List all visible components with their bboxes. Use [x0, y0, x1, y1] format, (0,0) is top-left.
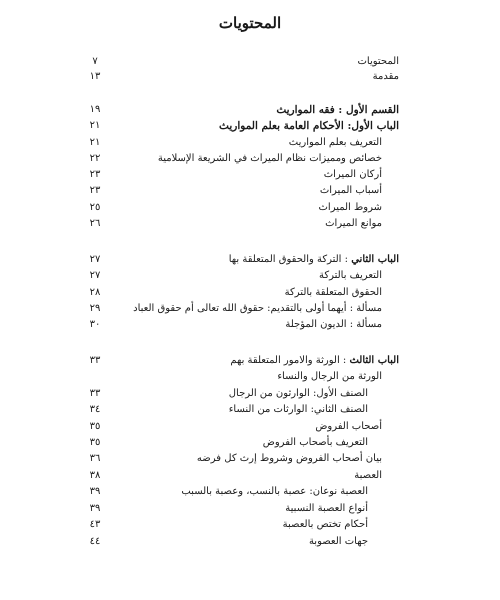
toc-entry-title: أصحاب الفروض: [315, 421, 382, 432]
toc-entry: [0, 301, 500, 317]
toc-entry: [0, 517, 500, 533]
toc-entry-title: أركان الميراث: [323, 169, 382, 180]
toc-chapter-title: [230, 353, 399, 369]
toc-chapter-subtitle: : الورثة والامور المتعلقة بهم: [230, 355, 347, 366]
toc-entry: [0, 353, 500, 369]
toc-entry: [0, 102, 500, 118]
toc-chapter-title: [229, 252, 399, 268]
toc-entry-title: التعريف بعلم المواريث: [288, 137, 382, 148]
toc-entry: [0, 468, 500, 484]
toc-entry-title: الورثة من الرجال والنساء: [277, 371, 382, 382]
toc-entry: [0, 69, 500, 85]
toc-entry-title: شروط الميراث: [318, 202, 382, 213]
toc-entry: [0, 317, 500, 333]
toc-entry: [0, 386, 500, 402]
toc-entry: [0, 216, 500, 232]
toc-page-number: ٣٩: [89, 503, 101, 514]
toc-page-number: ٢٣: [89, 169, 101, 180]
toc-page-number: ١٣: [89, 71, 101, 82]
toc-chapter-lead: الباب الثاني: [351, 254, 399, 265]
toc-page-number: ٢٢: [89, 153, 101, 164]
toc-page-number: ٢١: [89, 137, 101, 148]
toc-page-number: ٤٣: [89, 519, 101, 530]
toc-page-number: ٣٩: [89, 486, 101, 497]
toc-page-number: ١٩: [89, 104, 101, 115]
toc-entry-title: العصبة نوعان: عصبة بالنسب، وعصبة بالسبب: [181, 486, 368, 497]
toc-entry: [0, 118, 500, 134]
toc-chapter-lead: الباب الثالث: [349, 355, 399, 366]
toc-entry: [0, 200, 500, 216]
toc-entry-title: مسألة : أيهما أولى بالتقديم: حقوق الله تعالى أم حقوق العباد: [133, 303, 382, 314]
toc-chapter-title: الباب الأول: الأحكام العامة بعلم المواريث: [219, 120, 399, 132]
toc-entry-title: الصنف الثاني: الوارثات من النساء: [228, 404, 368, 415]
toc-chapter-subtitle: : التركة والحقوق المتعلقة بها: [228, 254, 349, 265]
toc-page-number: ٣٣: [89, 388, 101, 399]
toc-entry-title: موانع الميراث: [325, 218, 382, 229]
toc-entry: [0, 135, 500, 151]
toc-entry-title: أنواع العصبة النسبية: [285, 503, 368, 514]
toc-page-number: ٢٩: [89, 303, 101, 314]
toc-entry-title: مقدمة: [372, 71, 399, 82]
toc-page-number: ٣٨: [89, 470, 101, 481]
toc-page-number: ٧: [92, 56, 98, 67]
toc-entry: [0, 501, 500, 517]
toc-page-number: ٣٥: [89, 437, 101, 448]
toc-page-number: ٢٧: [89, 270, 101, 281]
toc-entry-title: جهات العصوبة: [308, 536, 368, 547]
toc-entry: [0, 451, 500, 467]
toc-entry: [0, 484, 500, 500]
toc-entry: [0, 252, 500, 268]
toc-entry: [0, 402, 500, 418]
toc-page-number: ٢٣: [89, 185, 101, 196]
toc-entry-title: الحقوق المتعلقة بالتركة: [284, 287, 382, 298]
toc-entry: [0, 534, 500, 550]
toc-page-number: ٢٨: [89, 287, 101, 298]
toc-page-number: ٢٦: [89, 218, 101, 229]
toc-entry-title: التعريف بأصحاب الفروض: [262, 437, 368, 448]
toc-entry: [0, 183, 500, 199]
toc-page-number: ٣٤: [89, 404, 101, 415]
toc-entry-title: المحتويات: [357, 56, 399, 67]
toc-page-number: ٤٤: [89, 536, 101, 547]
toc-entry: [0, 435, 500, 451]
toc-entry-title: أحكام تختص بالعصبة: [282, 519, 368, 530]
toc-page-number: ٢٧: [89, 254, 101, 265]
toc-entry-title: الصنف الأول: الوارثون من الرجال: [228, 388, 368, 399]
toc-entry: [0, 419, 500, 435]
toc-page-number: ٣٦: [89, 453, 101, 464]
toc-entry-title: التعريف بالتركة: [318, 270, 382, 281]
toc-section-title: القسم الأول : فقه المواريث: [276, 104, 399, 116]
toc-entry: [0, 151, 500, 167]
toc-entry: [0, 285, 500, 301]
toc-entry-title: العصبة: [354, 470, 382, 481]
toc-entry: [0, 54, 500, 70]
toc-page-number: ٣٠: [89, 319, 101, 330]
toc-entry-title: مسألة : الديون المؤجلة: [285, 319, 382, 330]
toc-page-number: ٣٣: [89, 355, 101, 366]
toc-page-number: ٢١: [89, 120, 101, 131]
page-title: المحتويات: [218, 14, 282, 32]
toc-entry: [0, 167, 500, 183]
toc-entry-title: بيان أصحاب الفروض وشروط إرث كل فرضه: [196, 453, 382, 464]
toc-page-number: ٣٥: [89, 421, 101, 432]
toc-page-number: ٢٥: [89, 202, 101, 213]
toc-entry-title: أسباب الميراث: [319, 185, 382, 196]
toc-entry: [0, 369, 500, 385]
toc-entry-title: خصائص ومميزات نظام الميراث في الشريعة الإسلامية: [157, 153, 382, 164]
toc-entry: [0, 268, 500, 284]
